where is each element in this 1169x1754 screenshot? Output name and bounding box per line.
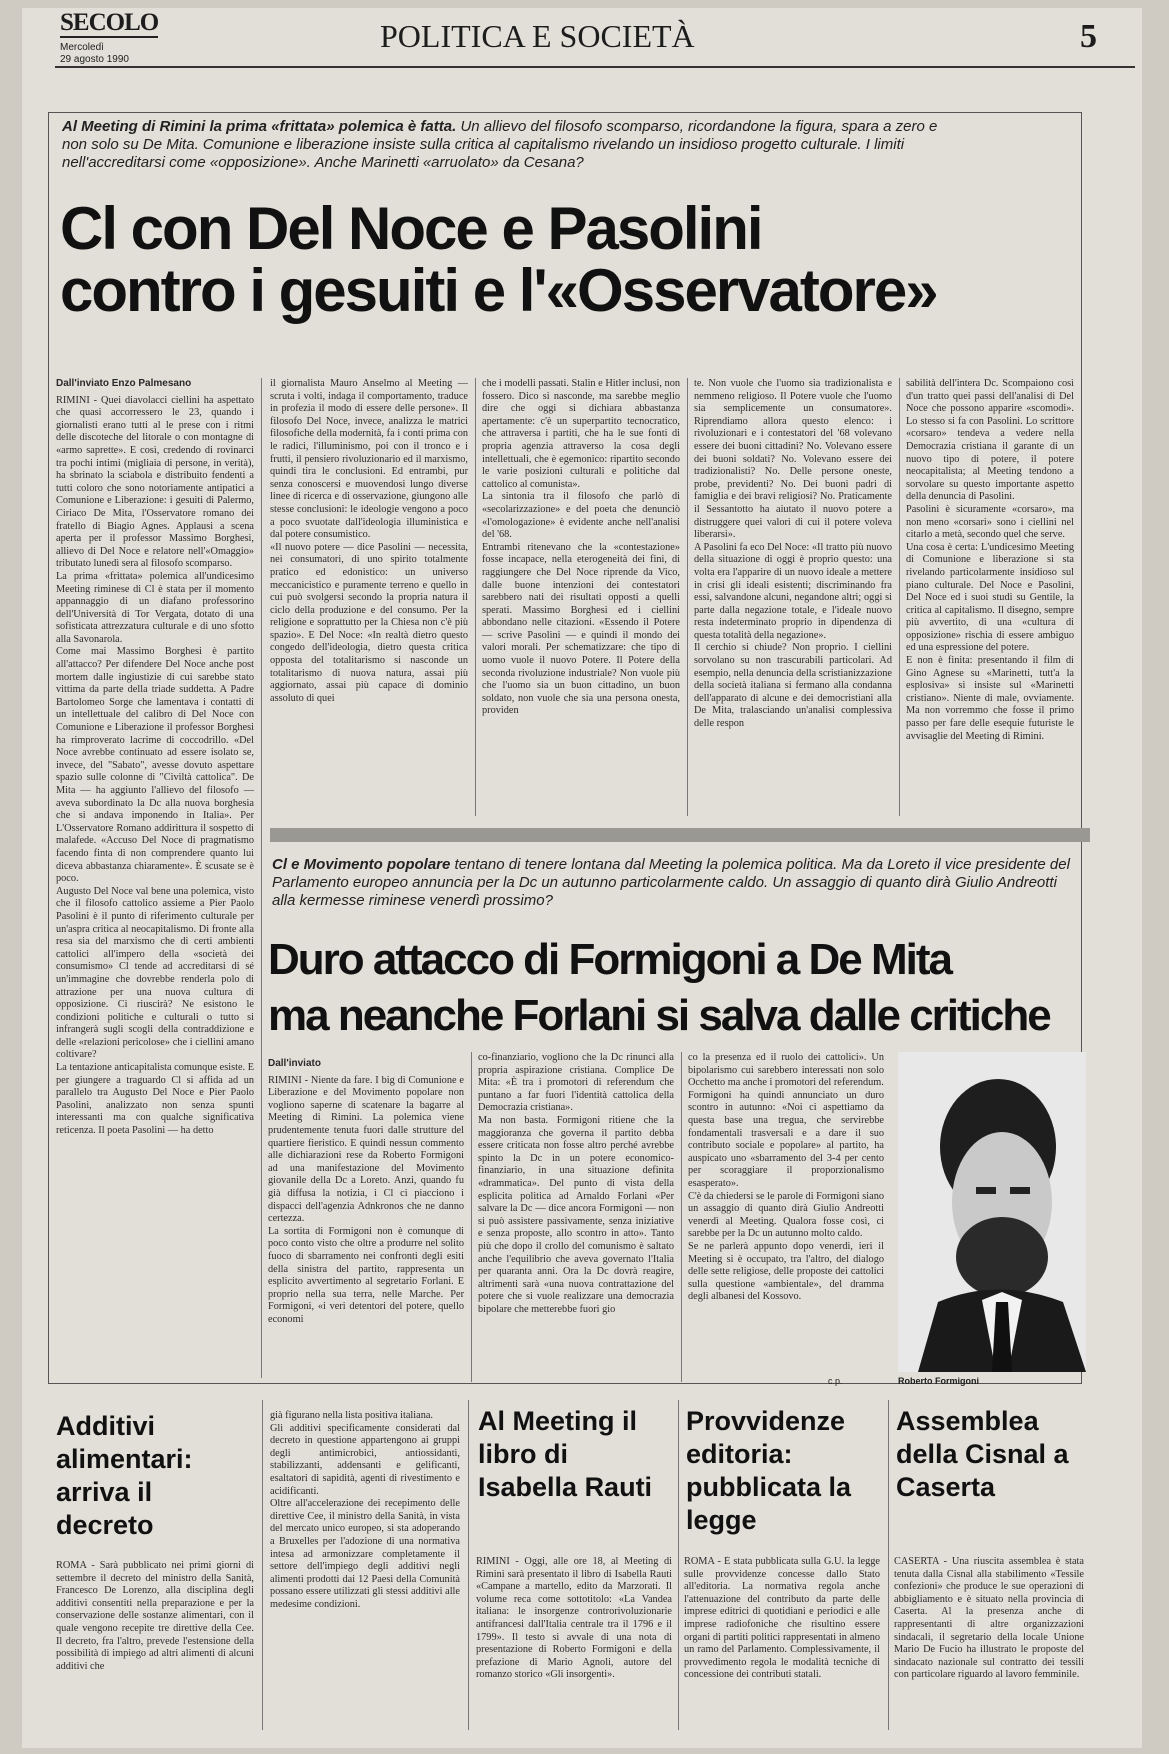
article2-column-2 (478, 1052, 674, 1384)
article2-signature: c.p. (828, 1376, 843, 1386)
article2-headline (268, 932, 1088, 1044)
article1-column-3 (482, 378, 680, 816)
masthead-day: Mercoledì (60, 42, 104, 53)
brief-2-body (476, 1556, 672, 1722)
masthead-date (60, 42, 129, 66)
article2-headline-line2: ma neanche Forlani si salva dalle critiche (268, 991, 1050, 1040)
brief-4-text: CASERTA - Una riuscita assemblea è stata tenuta dalla Cisnal alla stabilimento «Tessile confezioni» che produce le sue operazioni di abbigliamento e è situato nella provincia di Caserta. Al la presenza anche di rappresentanti di altre organizzazioni sindacali, il segretario della locale Unione Mario De Fucio ha illustrato le proposte del sindacato nazionale sul contratto dei tessili con particolare riguardo al lavoro femminile. (894, 1556, 1084, 1681)
brief-2-text: RIMINI - Oggi, alle ore 18, al Meeting di Rimini sarà presentato il libro di Isabella Rauti «Campane a martello, edito da Marzorati. Il volume reca come sottotitolo: «La Vandea italiana: le insorgenze controrivoluzionarie antifrancesi dall'Italia centrale tra il 1796 e il 1799». Il testo si avvale di una nota di presentazione di Roberto Formigoni e della prefazione di Mario Agnoli, autore del romanzo storico «Gli insorgenti». (476, 1556, 672, 1681)
article1-byline: Dall'inviato Enzo Palmesano (56, 378, 192, 389)
brief-1-body (56, 1560, 254, 1720)
formigoni-photo (898, 1052, 1086, 1372)
article2-kicker (272, 856, 1072, 910)
article2-col3-text: co la presenza ed il ruolo dei cattolici». Un bipolarismo cui sarebbero interessati non solo Occhetto ma anche i promotori del referendum. Formigoni ha quindi annunciato un duro scontro in autunno: «Noi ci aspettiamo da questa base una tregua, che servirebbe fondamentali trasversali e a dare il suo contributo sociale e popolare» al partito, ha auspicato uno «sbarramento del 3-4 per cento per scoraggiare il proporzionalismo esasperato». C'è da chiedersi se le parole di Formigoni siano un assaggio di quanto dirà Giulio Andreotti venerdì al Meeting. Qualora fosse così, ci sarebbe per la Dc un autunno molto caldo. Se ne parlerà appunto dopo venerdì, ieri il Meeting si è occupato, tra l'altro, del dialogo delle sette religiose, delle proposte dei cattolici sulla questione «ambientale», del dramma degli albanesi del Kossovo. (688, 1052, 884, 1303)
separator-band (270, 828, 1090, 842)
column-rule (471, 1052, 472, 1382)
article2-column-1 (268, 1058, 464, 1384)
column-rule (468, 1400, 469, 1730)
masthead-logo: SECOLO (60, 9, 159, 36)
column-rule (681, 1052, 682, 1382)
masthead-rule (55, 66, 1135, 68)
column-rule (687, 378, 688, 816)
article1-column-2 (270, 378, 468, 816)
article1-column-4 (694, 378, 892, 816)
article1-headline (60, 195, 1080, 324)
article1-column-1 (56, 378, 254, 1378)
article1-col2-text: il giornalista Mauro Anselmo al Meeting — scruta i volti, indaga il comportamento, traduce in profezia il modo di essere delle persone». Il filosofo Del Noce, invece, analizza le matrici filosofiche della modernità, fa i conti prima con le radici, l'illuminismo, poi con il tronco e i frutti, il pensiero rivoluzionario ed il marxismo, quindi tira le conclusioni. Ed entrambi, pur senza conoscersi e muovendosi lungo diverse linee di ricerca e di osservazione, giungono alle stesse conclusioni: le ideologie vengono a poco a poco svuotate dall'ideologia illuministica e dal potere consumistico. «Il nuovo potere — dice Pasolini — necessita, nei consumatori, di uno spirito totalmente pratico ed edonistico: un universo meccanicistico e puramente terreno e quello in cui può svolgersi secondo la propria natura il ciclo della produzione e del consumo. Per la religione e soprattutto per la Chiesa non c'è più spazio». E Del Noce: «In realtà dietro questo congedo dell'ideologia, dietro questa critica opposta del totalitarismo si nasconde un totalitarismo di nuova natura, assai più aggiornato, assai più capace di dominio assoluto di quei (270, 378, 468, 704)
article1-col1-text: RIMINI - Quei diavolacci ciellini ha aspettato che quasi accorressero le 23, quando i giornalisti erano tutti al le prese con i ritmi delle discoteche del litorale o con montagne di «armo saprette». E così, credendo di rovinarci tra pochi intimi (migliaia di persone, in verità), ha sbrinato la sciabola e distribuito fendenti a tutti coloro che sono notoriamente antipatici a Comunione e Liberazione: i gesuiti di Palermo, Ciriaco De Mita, l'Osservatore romano dei fratello di Biagio Agnes. Applausi a scena aperta per il professor Massimo Borghesi, allievo di Del Noce e relatore nell'«Omaggio» tributato lunedì sera al filosofo scomparso. La prima «frittata» polemica all'undicesimo Meeting riminese di Cl è stata per il momento appannaggio di un diafano professorino dell'Università di Tor Vergata, dotato di una sofisticata attrezzatura culturale e di uno sfotto alla Savonarola. Come mai Massimo Borghesi è partito all'attacco? Per difendere Del Noce anche post mortem dalle ingiustizie di cui sarebbe stato vittima da parte della triade suddetta. A Padre Bartolomeo Sorge che lamentava i contatti di un intellettuale del calibro di Del Noce con Comunione e Liberazione il professor Borghesi ha rimproverato lacrime di coccodrillo. «Del Noce avrebbe continuato ad essere isolato se, invece, del "Sabato", avesse dovuto aspettare spazio sulle colonne di "Civiltà cattolica". De Mita — ha aggiunto l'allievo del filosofo — aveva subordinato la Dc alla nuova borghesia che si andava imponendo in Italia». Per L'Osservatore Romano addirittura il sospetto di malafede. «Accuso Del Noce di pragmatismo facendo finta di non comprendere quanto lui diceva abbastanza chiaramente». È scusate se è poco. Augusto Del Noce val bene una polemica, visto che il filosofo cattolico assieme a Pier Paolo Pasolini è il punto di riferimento culturale per un'aspra critica al neocapitalismo. Di fronte alla resa sia del marxismo che di certi ambienti cattolici all'impero della «società dei consumismo» Cl tende ad accreditarsi di sé un'immagine che dovrebbe renderla polo di attrazione per una nuova cultura di opposizione. Ci riuscirà? Ne esistono le condizioni politiche e culturali o tutto si infrangerà sugli scogli della contraddizione e delle «relazioni pericolose» che i ciellini amano coltivare? La tentazione anticapitalista comunque esiste. E per giungere a traguardo Cl si affida ad un parallelo tra Augusto Del Noce e Pier Paolo Pasolini, analizzato non senza spunti interessanti ma con qualche significativa reticenza. Il poeta Pasolini — ha detto (56, 394, 254, 1137)
article1-kicker-rest: Un allievo del filosofo scomparso, ricordandone la figura, spara a zero e non solo su De Mita. Comunione e liberazione insiste sulla critica al capitalismo rivelando un insidioso progetto culturale. I limiti nell'accreditarsi come «opposizione». Anche Marinetti «arruolato» da Cesana? (62, 118, 938, 171)
article1-col5-text: sabilità dell'intera Dc. Scompaiono così d'un tratto quei passi dell'analisi di Del Noce che possono apparire «scomodi». Lo stesso si fa con Pasolini. Lo scrittore «corsaro» tendeva a vedere nella Democrazia cristiana il garante di un nuovo tipo di potere, il potere neocapitalista; al Meeting tendono a sorvolare su questo importante aspetto della denuncia di Pasolini. Pasolini è sicuramente «corsaro», ma non meno «corsari» sono i ciellini nel citarlo a metà, secondo quel che serve. Una cosa è certa: L'undicesimo Meeting di Comunione e liberazione si sta rivelando particolarmente insidioso sul piano culturale. Del Noce e Pasolini, Del Noce ed i suoi studi su Gentile, la critica al capitalismo. Il disegno, sempre più avvertito, di una «cultura di opposizione» rischia di essere ambiguo ed una espressione del potere. E non è finita: presentando il film di Gino Agnese su «Marinetti, tutt'a la esplosiva» si insiste sul «Marinetti cristiano». Niente di male, ovviamente. Ma non vorremmo che fosse il primo passo per fare delle esequie futuriste le avvisaglie del Meeting di Rimini. (906, 378, 1074, 742)
brief-1-continuation (270, 1410, 460, 1724)
brief-4-title: Assemblea della Cisnal a Caserta (896, 1406, 1069, 1502)
column-rule (475, 378, 476, 816)
brief-1-title: Additivi alimentari: arriva il decreto (56, 1411, 193, 1540)
column-rule (262, 1400, 263, 1730)
brief-3-text: ROMA - È stata pubblicata sulla G.U. la legge sulle provvidenze concesse dallo Stato all'editoria. La normativa regola anche l'attenuazione del contributo da parte delle imprese editrici di quotidiani e periodici e alle imprese radiofoniche che risultino essere organi di partiti politici rappresentati in almeno un ramo del Parlamento. Complessivamente, il provvedimento regola le modalità tecniche di concessione dei contributi statali. (684, 1556, 880, 1681)
brief-4-body (894, 1556, 1084, 1722)
brief-2-title: Al Meeting il libro di Isabella Rauti (478, 1406, 653, 1502)
article2-col2-text: co-finanziario, vogliono che la Dc rinunci alla propria aspirazione cristiana. Complice De Mita: «È tra i promotori di referendum che puntano a far fuori l'identità cattolica della Democrazia cristiana». Ma non basta. Formigoni ritiene che la maggioranza che governa il partito debba essere criticata non fosse altro perché avrebbe spinto la Dc in un potere economico-finanziario, in una situazione definita «drammatica». Del punto di vista della esplicita politica ad Arnaldo Forlani «Per salvare la Dc — dice ancora Formigoni — non si può assistere passivamente, senza iniziative e senza proposte, allo scontro in atto». Tanto più che dopo il crollo del comunismo è saltato anche l'equilibrio che aveva governato l'Italia per quaranta anni. Ora la Dc dovrà reagire, altrimenti sarà «una nuova contrattazione del potere che si vuole realizzare una democrazia bipolare che metterebbe fuori gio (478, 1052, 674, 1315)
portrait-illustration (898, 1052, 1086, 1372)
article2-kicker-rest: tentano di tenere lontana dal Meeting la polemica politica. Ma da Loreto il vice presidente del Parlamento europeo annuncia per la Dc un autunno particolarmente caldo. Un assaggio di quanto dirà Giulio Andreotti alla kermesse riminese venerdì prossimo? (272, 856, 1070, 909)
article2-col1-text: RIMINI - Niente da fare. I big di Comunione e Liberazione e del Movimento popolare non vogliono saperne di scatenare la bagarre al Meeting di Rimini. La polemica viene prudentemente tenuta fuori dalle strutture del quartiere fieristico. E quindi nessun commento alle dichiarazioni rese da Roberto Formigoni ad una manifestazione del Movimento giovanile della Dc a Loreto. Anzi, quando fu già diffusa la notizia, i Cl ci piacciono i dispacci dell'agenzia Adnkronos che ne danno certezza. La sortita di Formigoni non è comunque di poco conto visto che oltre a produrre nel solito fuoco di sbarramento nei confronti degli esiti della sinistra del partito, rappresenta un esplicito avvertimento al segretario Forlani. E proprio nella sua terra, nelle Marche. Per Formigoni, «i veri detentori del potere, quello economi (268, 1074, 464, 1325)
column-rule (678, 1400, 679, 1730)
article2-byline: Dall'inviato (268, 1058, 321, 1069)
column-rule (899, 378, 900, 816)
article1-headline-line2: contro i gesuiti e l'«Osservatore» (60, 257, 937, 324)
brief-3-title: Provvidenze editoria: pubblicata la legge (686, 1406, 852, 1535)
article1-kicker (62, 118, 962, 172)
article1-col3-text: che i modelli passati. Stalin e Hitler inclusi, non fossero. Dico si nasconde, ma sarebbe meglio dire che oggi si dichiara abbastanza apertamente: c'è un superpartito tecnocratico, che attraversa i partiti, che ha le sue fonti di propria agenzia attraverso la cosa degli intellettuali, che è egemonico: ripartito secondo le varie posizioni culturali e politiche dal cattolico al comunista». La sintonia tra il filosofo che parlò di «secolarizzazione» e del poeta che denunciò «l'omologazione» è evidente anche nell'analisi del '68. Entrambi ritenevano che la «contestazione» fosse incapace, nella eterogeneità dei fini, di raggiungere che Del Noce riprende da Vico, dalle buone intenzioni dei contestatori sarebbero nati dei risultati opposti a quelli sperati. Massimo Borghesi ed i ciellini abbondano nelle citazioni. «Essendo il Potere — scrive Pasolini — e quindi il mondo dei valori morali. Per schematizzare: che tipo di uomo vuole il nuovo Potere. Il Potere della seconda rivoluzione industriale? Non vuole più che l'uomo sia un buon cittadino, un buon soldato, non vuole che sia una persona onesta, providen (482, 378, 680, 717)
article1-kicker-lead: Al Meeting di Rimini la prima «frittata» polemica è fatta. (62, 118, 457, 135)
brief-1-text: ROMA - Sarà pubblicato nei primi giorni di settembre il decreto del ministro della Sanità, Francesco De Lorenzo, alla disciplina degli additivi consentiti nella preparazione e per la conservazione delle sostanze alimentari, con il quale vengono recepite tre direttive della Cee. Il decreto, fra l'altro, prevede l'estensione della possibilità di impiego ad altri alimenti di alcuni additivi che (56, 1560, 254, 1672)
brief-3-body (684, 1556, 880, 1722)
article1-headline-line1: Cl con Del Noce e Pasolini (60, 195, 762, 262)
article2-headline-line1: Duro attacco di Formigoni a De Mita (268, 935, 951, 984)
photo-caption: Roberto Formigoni (898, 1376, 979, 1386)
page-number: 5 (1080, 18, 1097, 55)
section-title: POLITICA E SOCIETÀ (380, 18, 695, 54)
column-rule (888, 1400, 889, 1730)
article1-column-5 (906, 378, 1074, 816)
masthead-full-date: 29 agosto 1990 (60, 54, 129, 65)
column-rule (261, 378, 262, 1378)
article2-kicker-lead: Cl e Movimento popolare (272, 856, 451, 873)
article2-column-3 (688, 1052, 884, 1372)
article1-col4-text: te. Non vuole che l'uomo sia tradizionalista e nemmeno religioso. Il Potere vuole che l'uomo sia semplicemente un consumatore». Riprendiamo allora questo elenco: i rivoluzionari e i contestatori del '68 volevano essere dei buoni cittadini? No. Volevano essere dei buoni soldati? No. Volevano essere dei tradizionalisti? No. Delle persone oneste, probe, previdenti? No. Dei buoni padri di famiglia e dei bravi religiosi? No. Praticamente il Sessantotto ha aiutato il nuovo potere a distruggere quei valori di cui il potere voleva liberarsi». A Pasolini fa eco Del Noce: «Il tratto più nuovo della situazione di oggi è proprio questo: una volta era l'apparire di un nuovo ideale a mettere in crisi gli ideali esistenti; discriminando fra essi, salvandone alcuni, negandone altri; oggi si parte dalla negazione totale, e l'ideale nuovo resta indeterminato proprio in dipendenza di questa totalità della negazione». Il cerchio si chiude? Non proprio. I ciellini sorvolano su non trascurabili particolari. Ad esempio, nella denuncia della scristianizzazione della società italiana si fermano alla condanna dell'apparato di alcune e dei democristiani alla De Mita, tralasciando un'analisi complessiva delle respon (694, 378, 892, 730)
brief-1-continuation-text: già figurano nella lista positiva italiana. Gli additivi specificamente considerati dal decreto in questione appartengono ai gruppi degli antimicrobici, antiossidanti, stabilizzanti, addensanti e gelificanti, esaltatori di sapidità, agenti di rivestimento e acidificanti. Oltre all'accelerazione dei recepimento delle direttive Cee, il ministro della Sanità, in vista del mercato unico europeo, si sta adoperando a Bruxelles per l'adozione di una normativa intesa ad armonizzare completamente il settore dell'impiego degli additivi negli alimenti prodotti dai 12 Paesi della Comunità possano essere utilizzati gli stessi additivi alle medesime condizioni. (270, 1410, 460, 1610)
